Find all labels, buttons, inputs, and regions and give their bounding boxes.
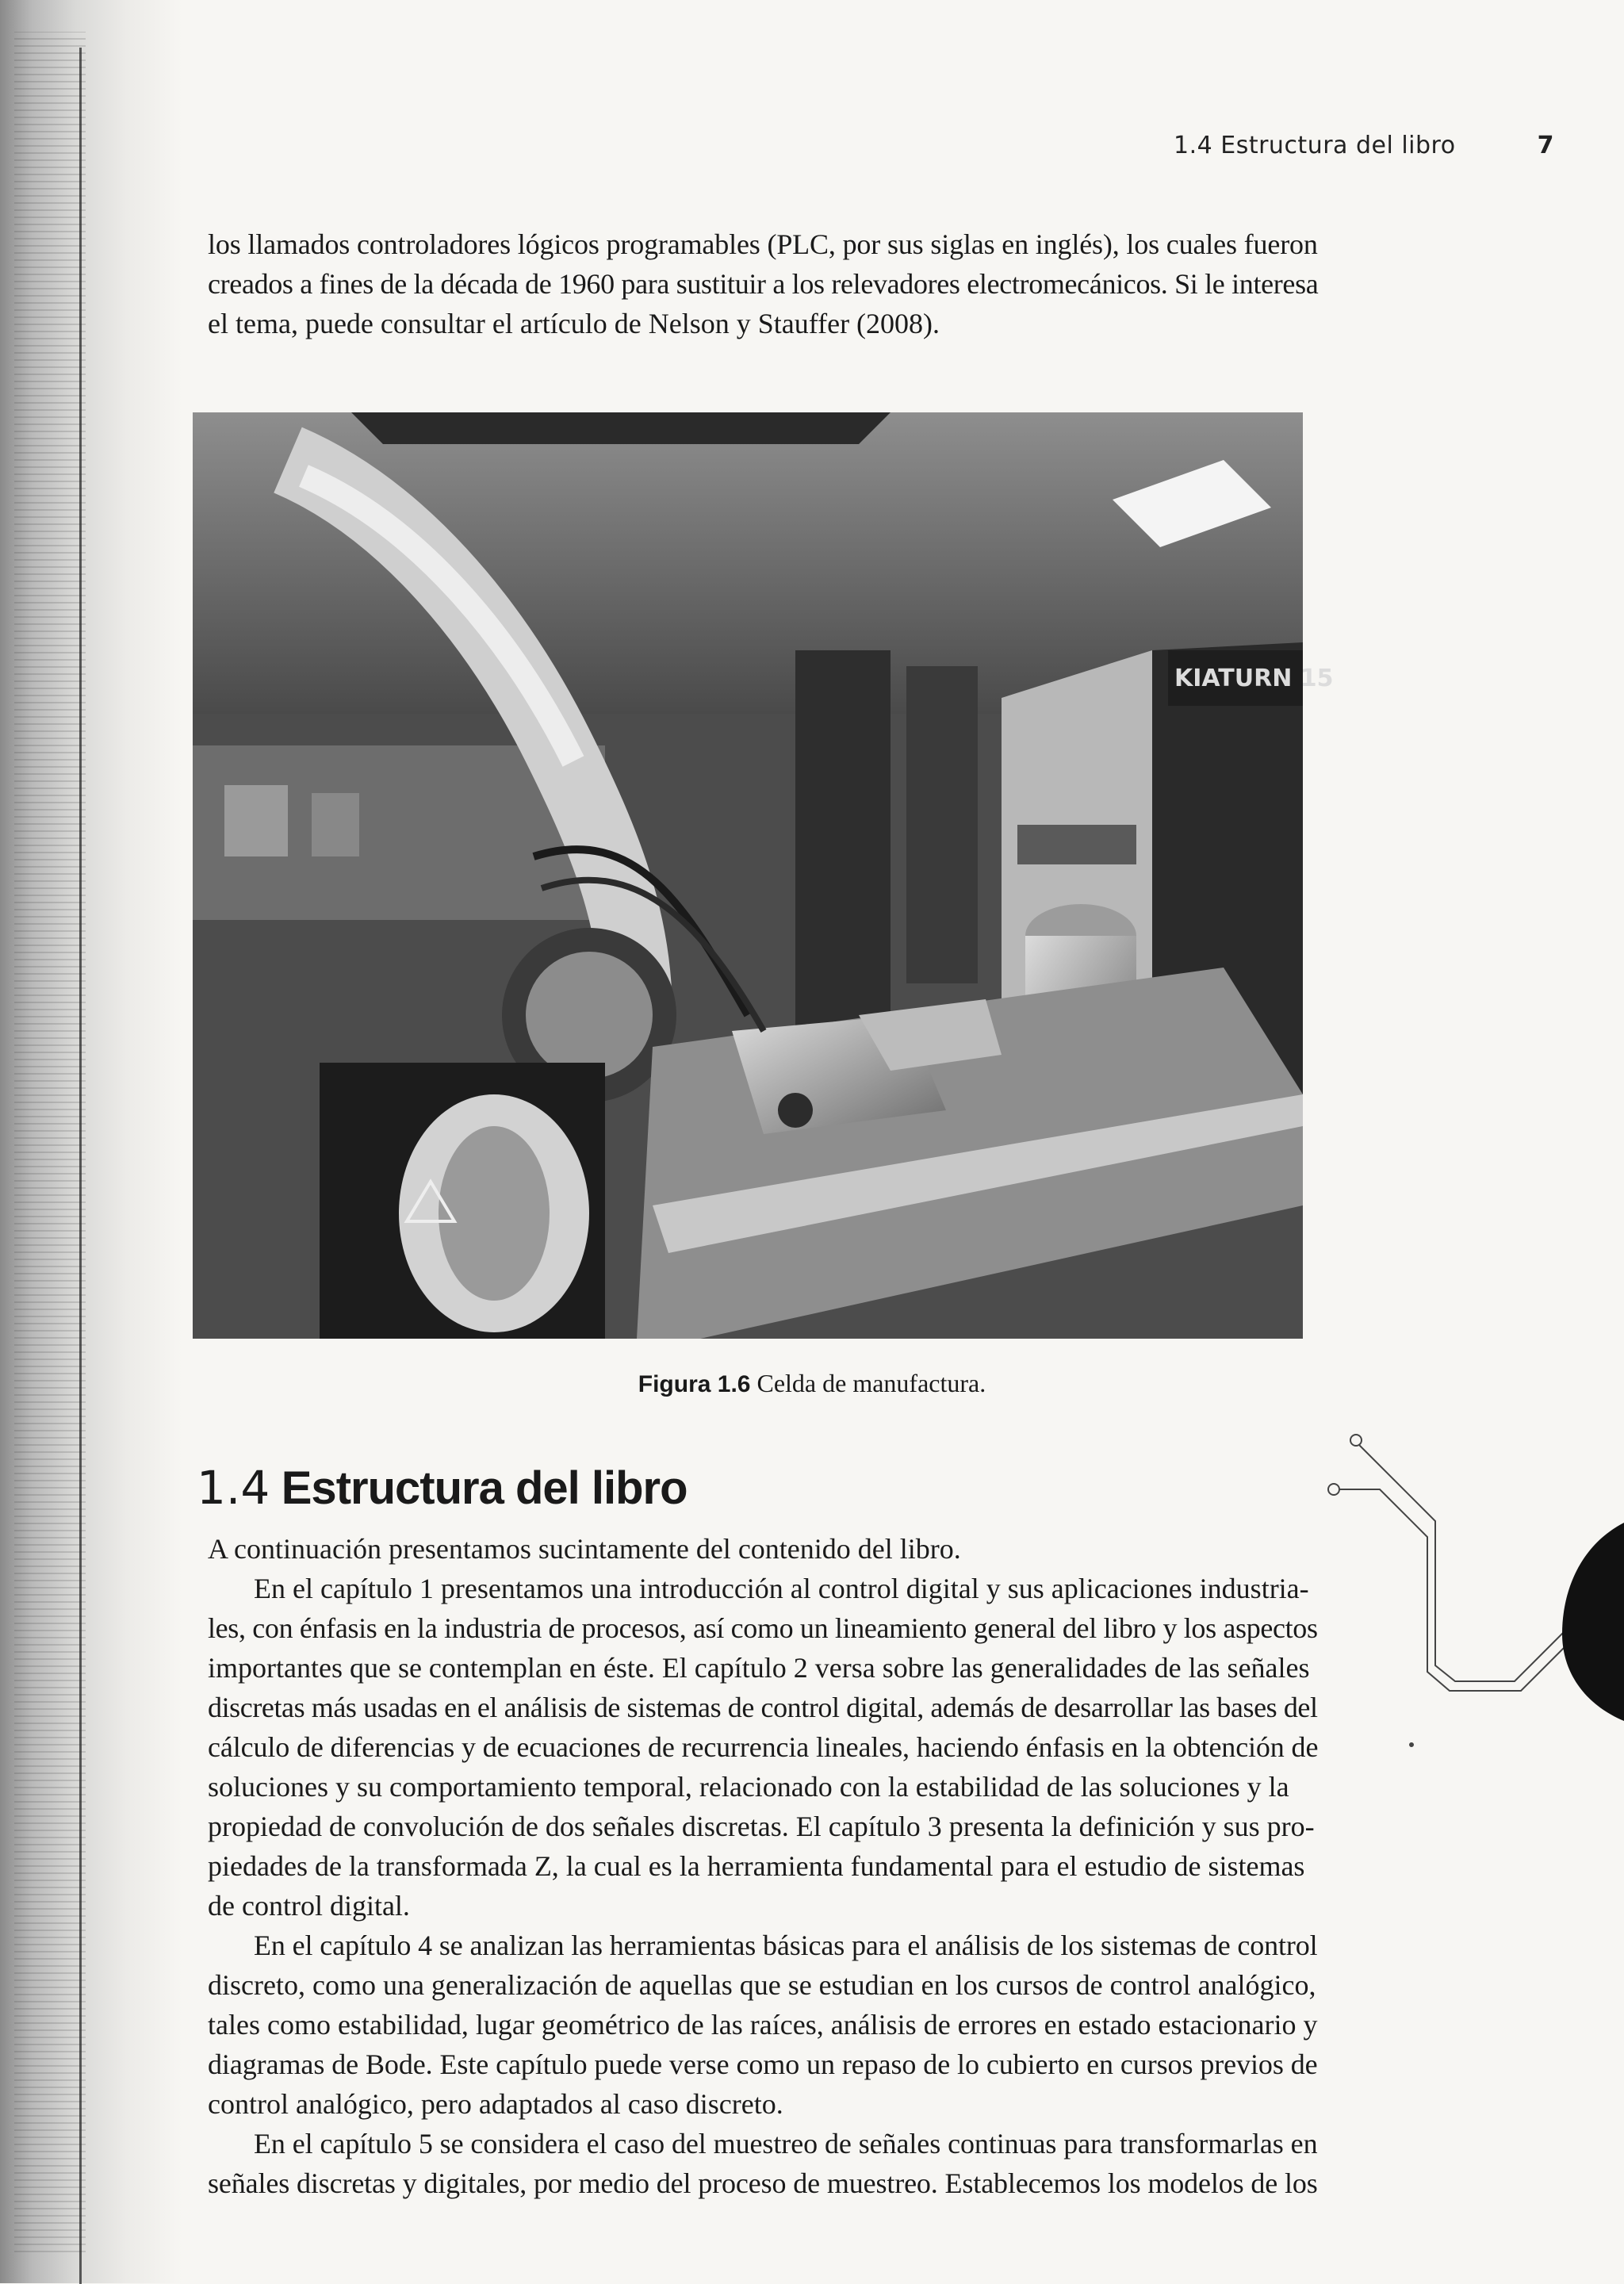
- text-line: importantes que se contemplan en éste. El capítulo 2 versa sobre las generalidades de las señales: [208, 1652, 1310, 1684]
- text-line: propiedad de convolución de dos señales discretas. El capítulo 3 presenta la definición y sus pro-: [208, 1811, 1315, 1842]
- text-line: discreto, como una generalización de aquellas que se estudian en los cursos de control analógico,: [208, 1969, 1316, 2001]
- intro-paragraph: [208, 224, 1318, 343]
- text-line: piedades de la transformada Z, la cual es la herramienta fundamental para el estudio de sistemas: [208, 1850, 1305, 1882]
- text-line: los llamados controladores lógicos programables (PLC, por sus siglas en inglés), los cuales fueron: [208, 228, 1318, 260]
- kiaturn-label: KIATURN 15: [1174, 665, 1334, 692]
- text-line: En el capítulo 1 presentamos una introducción al control digital y sus aplicaciones industria-: [254, 1573, 1309, 1604]
- text-line: les, con énfasis en la industria de procesos, así como un lineamiento general del libro y los aspectos: [208, 1612, 1318, 1644]
- text-line: el tema, puede consultar el artículo de Nelson y Stauffer (2008).: [208, 308, 940, 339]
- page-number: 7: [1537, 132, 1554, 159]
- binding-edge-line: [79, 48, 82, 2284]
- section-number: 1.4: [197, 1461, 270, 1515]
- figure-photo-manufacturing-cell: [193, 412, 1334, 1339]
- text-line: creados a fines de la década de 1960 para sustituir a los relevadores electromecánicos. Si le interesa: [208, 268, 1319, 300]
- text-line: control analógico, pero adaptados al caso discreto.: [208, 2088, 783, 2120]
- section-heading: [197, 1459, 688, 1516]
- text-line: A continuación presentamos sucintamente del contenido del libro.: [208, 1533, 961, 1565]
- text-line: En el capítulo 4 se analizan las herramientas básicas para el análisis de los sistemas de control: [254, 1930, 1318, 1961]
- figure-caption: [0, 1366, 1624, 1402]
- figure-caption-text: Celda de manufactura.: [756, 1369, 986, 1397]
- text-line: señales discretas y digitales, por medio del proceso de muestreo. Establecemos los modelos de los: [208, 2167, 1318, 2199]
- body-paragraphs: [208, 1529, 1318, 2203]
- figure-caption-label: Figura 1.6: [638, 1371, 751, 1397]
- section-title: Estructura del libro: [281, 1462, 688, 1514]
- manufacturing-cell-illustration: [193, 412, 1334, 1339]
- text-line: cálculo de diferencias y de ecuaciones de recurrencia lineales, haciendo énfasis en la obtención de: [208, 1731, 1319, 1763]
- running-head-section: 1.4 Estructura del libro: [1174, 132, 1456, 159]
- text-line: discretas más usadas en el análisis de sistemas de control digital, además de desarrollar las bases del: [208, 1692, 1318, 1723]
- black-half-circle-tab: [1562, 1523, 1624, 1721]
- running-head: [1174, 132, 1554, 167]
- text-line: soluciones y su comportamiento temporal, relacionado con la estabilidad de las soluciones y la: [208, 1771, 1289, 1803]
- text-line: tales como estabilidad, lugar geométrico de las raíces, análisis de errores en estado estacionario y: [208, 2009, 1318, 2041]
- scan-noise: [14, 32, 86, 2252]
- decorative-circuit-graphic: [1316, 1428, 1624, 1761]
- text-line: diagramas de Bode. Este capítulo puede verse como un repaso de lo cubierto en cursos previos de: [208, 2048, 1318, 2080]
- text-line: de control digital.: [208, 1890, 410, 1922]
- text-line: En el capítulo 5 se considera el caso del muestreo de señales continuas para transformarlas en: [254, 2128, 1318, 2159]
